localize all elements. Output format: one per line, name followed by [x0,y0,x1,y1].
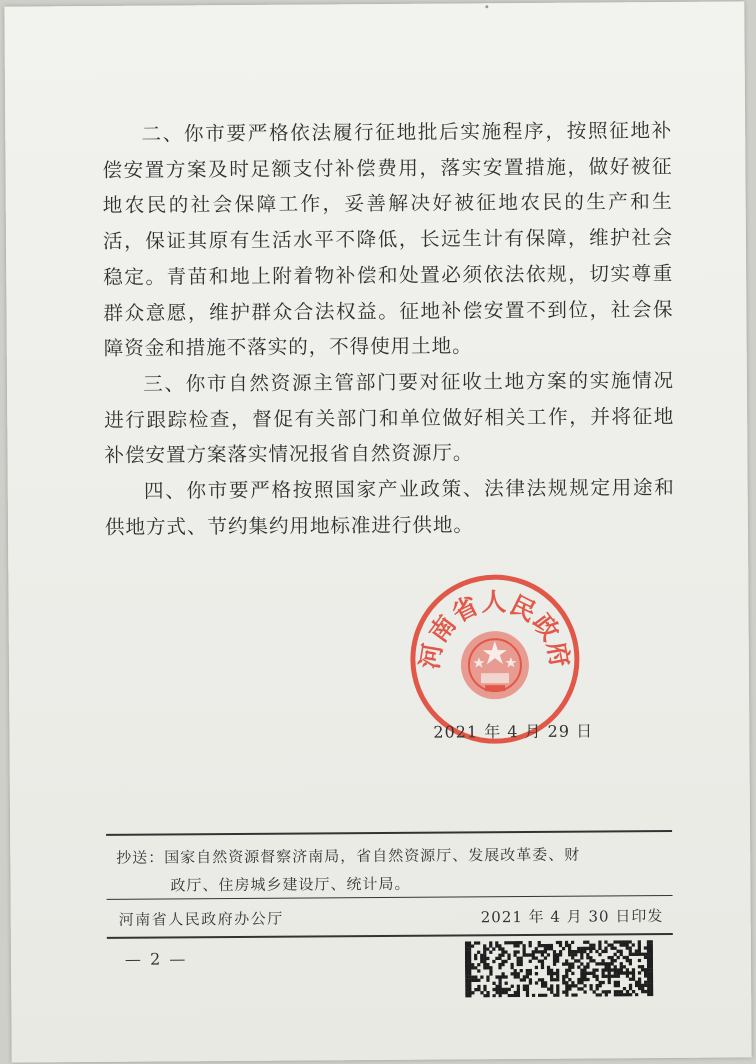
barcode-icon [465,940,653,997]
paragraph-three: 三、你市自然资源主管部门要对征收土地方案的实施情况进行跟踪检查，督促有关部门和单位做好相关工作，并将征地补偿安置方案落实情况报省自然资源厅。 [104,368,675,468]
national-emblem-icon [461,631,529,699]
cc-line-2: 政厅、住房城乡建设厅、统计局。 [170,874,411,895]
seal-text: 河南省人民政府 [414,587,575,671]
document-body [102,113,675,545]
paragraph-four: 四、你市要严格按照国家产业政策、法律法规规定用途和供地方式、节约集约用地标准进行供地。 [104,475,675,539]
divider-top [106,830,672,836]
cc-line-1: 抄送：国家自然资源督察济南局，省自然资源厅、发展改革委、财 [116,845,581,867]
issuing-office: 河南省人民政府办公厅 [118,909,284,929]
document-page [4,1,751,1062]
print-date: 2021 年 4 月 30 日印发 [480,907,664,927]
cc-list [116,840,656,900]
paragraph-two: 二、你市要严格依法履行征地批后实施程序，按照征地补偿安置方案及时足额支付补偿费用，落实安置措施，做好被征地农民的社会保障工作，妥善解决好被征地农民的生产和生活，保证其原有生活水平不降低，长远生计有保障，维护社会稳定。青苗和地上附着物补偿和处置必须依法依规，切实尊重群众意愿，维护群众合法权益。征地补偿安置不到位，社会保障资金和措施不落实的，不得使用土地。 [102,118,674,361]
divider-bottom [107,933,673,939]
signature-date: 2021 年 4 月 29 日 [433,721,594,742]
page-number: — 2 — [124,949,188,969]
paper-speck [485,5,488,8]
